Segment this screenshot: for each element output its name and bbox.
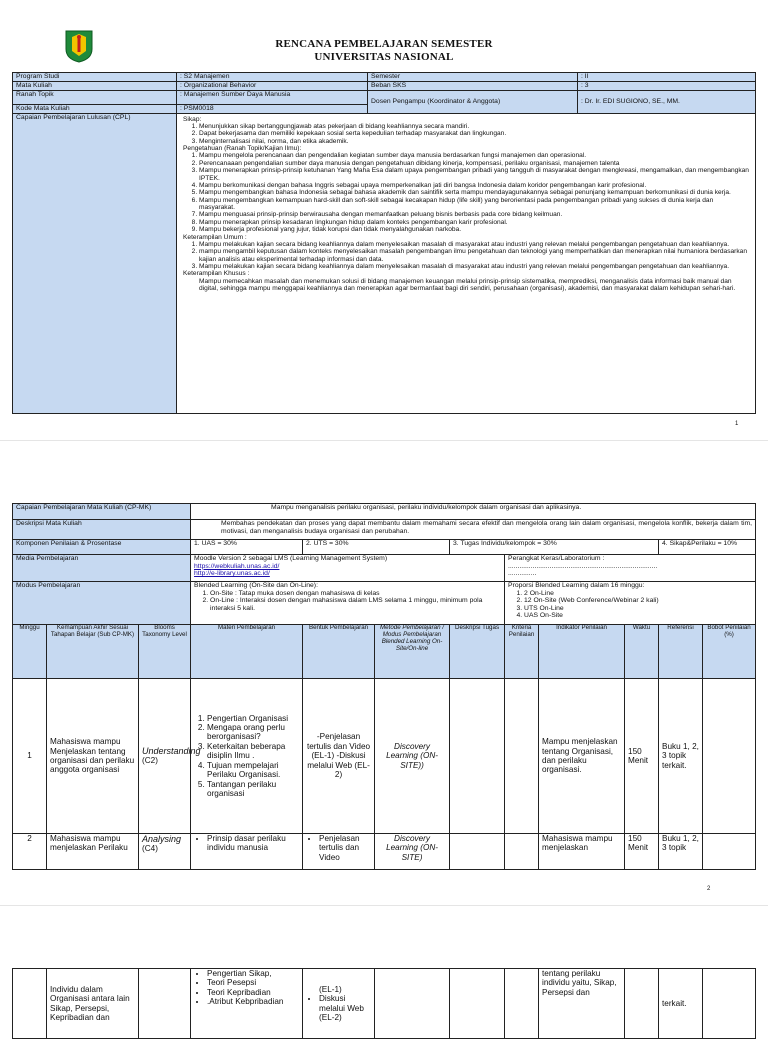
col-header: Kriteria Penilaian <box>505 625 539 679</box>
bobot-cell <box>703 679 756 834</box>
umum-item: 2. mampu mengambil keputusan dalam konteks menyelesaikan masalah pengembangan ilmu pengetahuan dan teknologi yang memperhatikan dan menerapkan nilai humaniora berdasarkan kajian analisis atau eksperimental terhadap informasi dan data. <box>199 248 749 263</box>
page-number: 2 <box>707 886 711 892</box>
document-title: RENCANA PEMBELAJARAN SEMESTER <box>275 38 493 50</box>
modus-item: 1. On-Site : Tatap muka dosen dengan mahasiswa di kelas <box>210 590 501 598</box>
col-header: Metode Pembelajaran / Modus Pembelajaran Blended Learning On-Site/On-line <box>375 625 450 679</box>
umum-list <box>183 241 749 271</box>
sikap-list <box>183 123 749 145</box>
kode-mk-value: : PSM0018 <box>177 105 368 114</box>
komponen-uas: 1. UAS = 30% <box>191 540 303 555</box>
indikator-cell: tentang perilaku individu yaitu, Sikap, Persepsi dan <box>539 969 625 1039</box>
pengetahuan-item: 6. Mampu mengembangkan kemampuan hard-skill dan soft-skill sebagai kecakapan hidup (life skill) yang berorientasi pada pengembangan pribadi yang sukses di dunia kerja dan masyarakat. <box>199 197 749 212</box>
proporsi-item: 4. UAS On-Site <box>524 612 752 620</box>
semester-value: : II <box>578 73 756 82</box>
bobot-cell <box>703 969 756 1039</box>
bobot-cell <box>703 834 756 870</box>
pengetahuan-item: 8. Mampu menerapkan prinsip kesadaran lingkungan hidup dalam konteks pengembangan karir profesional. <box>199 219 749 226</box>
proporsi-item: 3. UTS On-Line <box>524 605 752 613</box>
komponen-tugas: 3. Tugas Individu/kelompok = 30% <box>450 540 659 555</box>
modus-item: 2. On-Line : Interaksi dosen dengan mahasiswa dalam LMS selama 1 minggu, minimum pola interaksi 5 kali. <box>210 597 501 612</box>
khusus-text: Mampu memecahkan masalah dan menemukan solusi di bidang manajemen keuangan melalui prinsip-prinsip sistematika, memprediksi, menganalisis data informasi baik manual dan digital, sehingga mampu menggapai keahliannya dan menerapkan agar bermanfaat bagi diri sendiri, perusahaan (organisasi), akademisi, dan masyarakat dalam kehidupan sehari-hari. <box>199 277 736 293</box>
col-header: Blooms Taxonomy Level <box>139 625 191 679</box>
pengetahuan-item: 3. Mampu menerapkan prinsip-prinsip ketuhanan Yang Maha Esa dalam upaya pengembangan pribadi yang tangguh di masyarakat dengan mengkreasi, mengamalkan, dan mengembangkan IPTEK. <box>199 167 749 182</box>
bloom-code: (C2) <box>142 756 158 766</box>
cpmk-label: Capaian Pembelajaran Mata Kuliah (CP-MK) <box>13 504 191 520</box>
ranah-topik-value: : Manajemen Sumber Daya Manusia <box>177 91 368 105</box>
materi-item: • Pengertian Sikap, <box>207 969 299 978</box>
mata-kuliah-value: : Organizational Behavior <box>177 82 368 91</box>
proporsi-item: 1. 2 On-Line <box>524 590 752 598</box>
media-value <box>191 555 505 582</box>
minggu-cell <box>13 969 47 1039</box>
kemampuan-cell: Individu dalam Organisasi antara lain Sikap, Persepsi, Kepribadian dan <box>47 969 139 1039</box>
university-name: UNIVERSITAS NASIONAL <box>314 51 454 63</box>
khusus-heading: Keterampilan Khusus : <box>183 270 250 278</box>
bentuk-item: • Penjelasan tertulis dan Video <box>319 834 371 862</box>
materi-list <box>194 969 299 1007</box>
table-row <box>13 679 756 834</box>
proporsi-item: 2. 12 On-Site (Web Conference/Webinar 2 kali) <box>524 597 752 605</box>
referensi-cell: Buku 1, 2, 3 topik terkait. <box>659 679 703 834</box>
materi-item: 3. Keterkaitan beberapa disiplin Ilmu . <box>207 742 299 761</box>
pengetahuan-list <box>183 152 749 233</box>
rps-plan-table <box>12 503 756 870</box>
kriteria-cell <box>505 679 539 834</box>
pengetahuan-item: 9. Mampu bekerja profesional yang jujur, tidak korupsi dan tidak menyalahgunakan narkoba. <box>199 226 749 233</box>
cpmk-value: Mampu menganalisis perilaku organisasi, perilaku individu/kelompok dalam organisasi dan aplikasinya. <box>191 504 756 520</box>
minggu-cell: 2 <box>13 834 47 870</box>
cpl-label: Capaian Pembelajaran Lulusan (CPL) <box>13 113 177 413</box>
materi-item: 1. Pengertian Organisasi <box>207 714 299 723</box>
ranah-topik-label: Ranah Topik <box>13 91 177 105</box>
pengetahuan-item: 5. Mampu mengembangkan bahasa Indonesia sebagai bahasa akademik dan saintifik serta mampu mendayagunakannya sebagai penunjang kemampuan berkomunikasi di dunia kerja. <box>199 189 749 196</box>
proporsi-heading: Proporsi Blended Learning dalam 16 minggu: <box>508 582 645 589</box>
referensi-cell: Buku 1, 2, 3 topik <box>659 834 703 870</box>
col-header: Referensi <box>659 625 703 679</box>
beban-sks-value: : 3 <box>578 82 756 91</box>
bloom-level: Analysing <box>142 834 182 844</box>
col-header: Waktu <box>625 625 659 679</box>
perangkat-dots: ............... <box>508 570 537 578</box>
materi-cell <box>191 679 303 834</box>
modus-heading: Blended Learning (On-Site dan On-Line): <box>194 582 318 589</box>
metode-cell: Discovery Learning (ON-SITE) <box>375 834 450 870</box>
col-header: Minggu <box>13 625 47 679</box>
dosen-value: : Dr. Ir. EDI SUGIONO, SE., MM. <box>578 91 756 114</box>
col-header: Bentuk Pembelajaran <box>303 625 375 679</box>
deskripsi-tugas-cell <box>450 969 505 1039</box>
bentuk-cell: -Penjelasan tertulis dan Video (EL-1) -Diskusi melalui Web (EL-2) <box>303 679 375 834</box>
perangkat-label: Perangkat Keras/Laboratorium : <box>508 555 605 562</box>
materi-item: • Teori Pesepsi <box>207 978 299 987</box>
materi-item: 5. Tantangan perilaku organisasi <box>207 780 299 799</box>
referensi-cell: terkait. <box>659 969 703 1039</box>
materi-item: 2. Mengapa orang perlu berorganisasi? <box>207 723 299 742</box>
deskripsi-value: Membahas pendekatan dan proses yang dapat membantu dalam memahami secara efektif dan mengelola orang lain dalam organisasi, mengelola konflik, bekerja dalam tim, motivasi, dan menganalisis budaya organisasi dan perubahan. <box>191 520 756 540</box>
waktu-cell: 150 Menit <box>625 679 659 834</box>
komponen-sikap: 4. Sikap&Perilaku = 10% <box>659 540 756 555</box>
rps-info-table <box>12 72 756 414</box>
waktu-cell <box>625 969 659 1039</box>
materi-item: • .Atribut Kebpribadian <box>207 997 299 1006</box>
bentuk-cell <box>303 969 375 1039</box>
page-divider <box>0 905 768 906</box>
indikator-cell: Mampu menjelaskan tentang Organisasi, dan perilaku organisasi. <box>539 679 625 834</box>
perangkat-value <box>505 555 756 582</box>
waktu-cell: 150 Menit <box>625 834 659 870</box>
page-number: 1 <box>735 421 739 427</box>
metode-cell: Discovery Learning (ON-SITE)) <box>375 679 450 834</box>
mata-kuliah-label: Mata Kuliah <box>13 82 177 91</box>
bloom-cell <box>139 834 191 870</box>
bloom-code: (C4) <box>142 844 158 854</box>
deskripsi-tugas-cell <box>450 834 505 870</box>
umum-item: 1. Mampu melakukan kajian secara bidang keahliannya dalam menyelesaikan masalah di masyarakat atau industri yang relevan melalui pengembangan pengetahuan dan keahliannya. <box>199 241 749 248</box>
komponen-uts: 2. UTS = 30% <box>303 540 450 555</box>
sikap-item: 2. Dapat bekerjasama dan memiliki kepekaan sosial serta kepedulian terhadap masyarakat dan lingkungan. <box>199 130 749 137</box>
materi-item: • Teori Kepribadian <box>207 988 299 997</box>
sikap-item: 3. Menginternalisasi nilai, norma, dan etika akademik. <box>199 138 749 145</box>
deskripsi-label: Deskripsi Mata Kuliah <box>13 520 191 540</box>
kode-mk-label: Kode Mata Kuliah <box>13 105 177 114</box>
kemampuan-cell: Mahasiswa mampu Menjelaskan tentang organisasi dan perilaku anggota organisasi <box>47 679 139 834</box>
sikap-heading: Sikap: <box>183 115 202 123</box>
program-studi-value: : S2 Manajemen <box>177 73 368 82</box>
page-divider <box>0 440 768 441</box>
col-header: Deskripsi Tugas <box>450 625 505 679</box>
col-header: Bobot Penilaian (%) <box>703 625 756 679</box>
media-label: Media Pembelajaran <box>13 555 191 582</box>
webkuliah-link[interactable]: https://webkuliah.unas.ac.id/ <box>194 562 280 570</box>
program-studi-label: Program Studi <box>13 73 177 82</box>
dosen-label: Dosen Pengampu (Koordinator & Anggota) <box>368 91 578 114</box>
bloom-cell <box>139 679 201 834</box>
materi-cell <box>191 834 303 870</box>
pengetahuan-item: 4. Mampu berkomunikasi dengan bahasa Inggris sebagai upaya memperkenalkan jati diri bangsa Indonesia dalam koridor pengembangan karir profesional. <box>199 182 749 189</box>
pengetahuan-heading: Pengetahuan (Ranah Topik/Kajian Ilmu): <box>183 145 302 153</box>
col-header: Kemampuan Akhir Sesuai Tahapan Belajar (Sub CP-MK) <box>47 625 139 679</box>
bentuk-cell <box>303 834 375 870</box>
proporsi-value <box>505 582 756 625</box>
umum-item: 3. Mampu melakukan kajian secara bidang keahliannya dalam menyelesaikan masalah di masyarakat atau industri yang relevan melalui pengembangan pengetahuan dan keahliannya. <box>199 263 749 270</box>
bloom-cell <box>139 969 191 1039</box>
minggu-cell: 1 <box>13 679 47 834</box>
materi-list <box>194 834 299 853</box>
col-header: Materi Pembelajaran <box>191 625 303 679</box>
beban-sks-label: Beban SKS <box>368 82 578 91</box>
bentuk-item: (EL-1) <box>319 984 342 994</box>
pengetahuan-item: 2. Perencanaaan pengendalian sumber daya manusia dengan pengetahuan dibidang kinerja, kompensasi, perilaku organisasi, manajemen talenta <box>199 160 749 167</box>
lms-text: Moodle Version 2 sebagai LMS (Learning Management System) <box>194 555 388 562</box>
kemampuan-cell: Mahasiswa mampu menjelaskan Perilaku <box>47 834 139 870</box>
rps-plan-table-continued <box>12 968 756 1039</box>
elibrary-link[interactable]: http://e-library.unas.ac.id/ <box>194 570 270 578</box>
kriteria-cell <box>505 969 539 1039</box>
kriteria-cell <box>505 834 539 870</box>
sikap-item: 1. Menunjukkan sikap bertanggungjawab atas pekerjaan di bidang keahliannya secara mandiri. <box>199 123 749 130</box>
bloom-level: Understanding <box>142 746 201 757</box>
pengetahuan-item: 1. Mampu mengelola perencanaan dan pengendalian kegiatan sumber daya manusia berdasarkan fungsi manajemen dan operasional. <box>199 152 749 159</box>
table-row <box>13 834 756 870</box>
materi-item: • Prinsip dasar perilaku individu manusia <box>207 834 299 853</box>
umum-heading: Keterampilan Umum : <box>183 233 247 241</box>
deskripsi-tugas-cell <box>450 679 505 834</box>
perangkat-dots: ............................................................................... <box>508 562 658 570</box>
modus-value <box>191 582 505 625</box>
semester-label: Semester <box>368 73 578 82</box>
materi-list <box>194 714 299 799</box>
komponen-label: Komponen Penilaian & Prosentase <box>13 540 191 555</box>
proporsi-list <box>508 590 752 620</box>
modus-label: Modus Pembelajaran <box>13 582 191 625</box>
table-row <box>13 969 756 1039</box>
col-header: Indikator Penilaian <box>539 625 625 679</box>
bentuk-item: • Diskusi melalui Web (EL-2) <box>319 994 371 1022</box>
pengetahuan-item: 7. Mampu menguasai prinsip-prinsip berwirausaha dengan memanfaatkan peluang bisnis berbasis pada core bidang keilmuan. <box>199 211 749 218</box>
cpl-content <box>177 113 756 413</box>
modus-list <box>194 590 501 613</box>
metode-cell <box>375 969 450 1039</box>
materi-cell <box>191 969 303 1039</box>
materi-item: 4. Tujuan mempelajari Perilaku Organisasi. <box>207 761 299 780</box>
indikator-cell: Mahasiswa mampu menjelaskan <box>539 834 625 870</box>
